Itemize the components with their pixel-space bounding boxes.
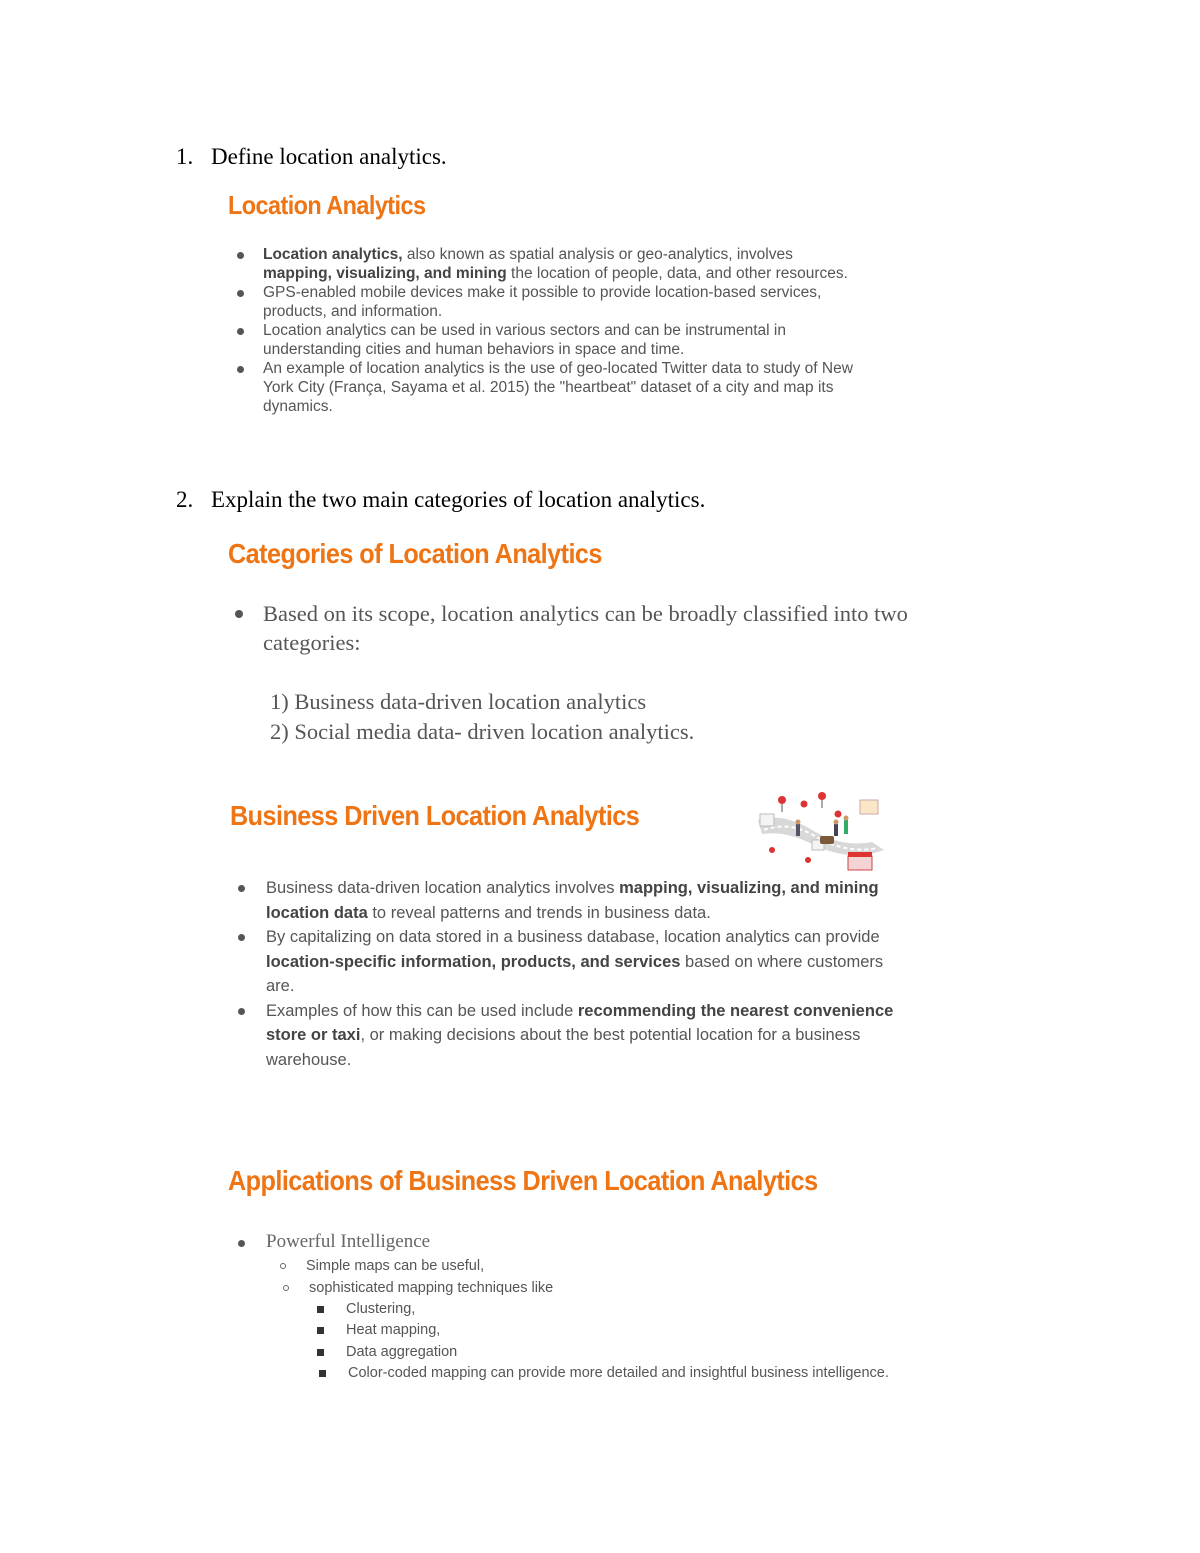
list-item: Based on its scope, location analytics can be broadly classified into two categories: [263, 599, 913, 657]
list-item: Location analytics can be used in various sectors and can be instrumental in understanding cities and human behaviors in space and time. [263, 321, 863, 359]
sub-item: Simple maps can be useful, [306, 1258, 485, 1274]
bold-text: recommending the nearest convenience store or taxi [266, 1001, 894, 1044]
section-heading-location-analytics: Location Analytics [228, 190, 426, 220]
category-item-1: 1) Business data-driven location analytics [270, 689, 647, 714]
sub-item: sophisticated mapping techniques like [309, 1280, 554, 1296]
list-item [266, 999, 896, 1073]
location-analytics-list [263, 245, 863, 416]
sub-sub-item: Data aggregation [346, 1344, 458, 1360]
sub-sub-item: Heat mapping, [346, 1322, 441, 1338]
section-heading-categories: Categories of Location Analytics [228, 538, 602, 569]
category-item-2: 2) Social media data- driven location analytics. [270, 719, 695, 744]
text: the location of people, data, and other resources. [506, 265, 848, 282]
list-item [263, 245, 863, 283]
question-text: Define location analytics. [211, 144, 447, 169]
question-text: Explain the two main categories of location analytics. [211, 487, 706, 512]
question-number: 2. [176, 487, 194, 512]
bold-text: Location analytics, [263, 246, 403, 263]
bold-text: mapping, visualizing, and mining [263, 265, 507, 282]
list-item: GPS-enabled mobile devices make it possible to provide location-based services, products, and information. [263, 283, 863, 321]
text: By capitalizing on data stored in a business database, location analytics can provide [266, 928, 880, 946]
sub-sub-item: Clustering, [346, 1301, 416, 1317]
text: also known as spatial analysis or geo-analytics, involves [402, 246, 793, 263]
text: Examples of how this can be used include [266, 1001, 578, 1020]
section-heading-applications: Applications of Business Driven Location Analytics [228, 1165, 818, 1196]
bold-text: mapping, visualizing, and mining location data [266, 879, 879, 922]
question-1 [176, 144, 447, 170]
question-2 [176, 487, 705, 513]
list-item [266, 925, 896, 999]
question-number: 1. [176, 144, 194, 169]
sub-sub-item: Color-coded mapping can provide more detailed and insightful business intelligence. [348, 1365, 889, 1381]
list-item-powerful-intelligence: Powerful Intelligence [266, 1231, 431, 1252]
text: , or making decisions about the best potential location for a business warehouse. [266, 1026, 861, 1069]
section-heading-business-driven: Business Driven Location Analytics [230, 800, 640, 831]
text: based on where customers are. [266, 952, 884, 995]
bold-text: location-specific information, products, and services [266, 952, 681, 971]
city-map-illustration [752, 790, 888, 878]
business-driven-list [266, 876, 896, 1072]
text: to reveal patterns and trends in business data. [367, 903, 711, 922]
categories-list [263, 599, 913, 657]
list-item [266, 876, 896, 925]
text: Business data-driven location analytics involves [266, 879, 620, 897]
list-item: An example of location analytics is the use of geo-located Twitter data to study of New York City (França, Sayama et al. 2015) the "heartbeat" dataset of a city and map its dynamics. [263, 359, 863, 416]
